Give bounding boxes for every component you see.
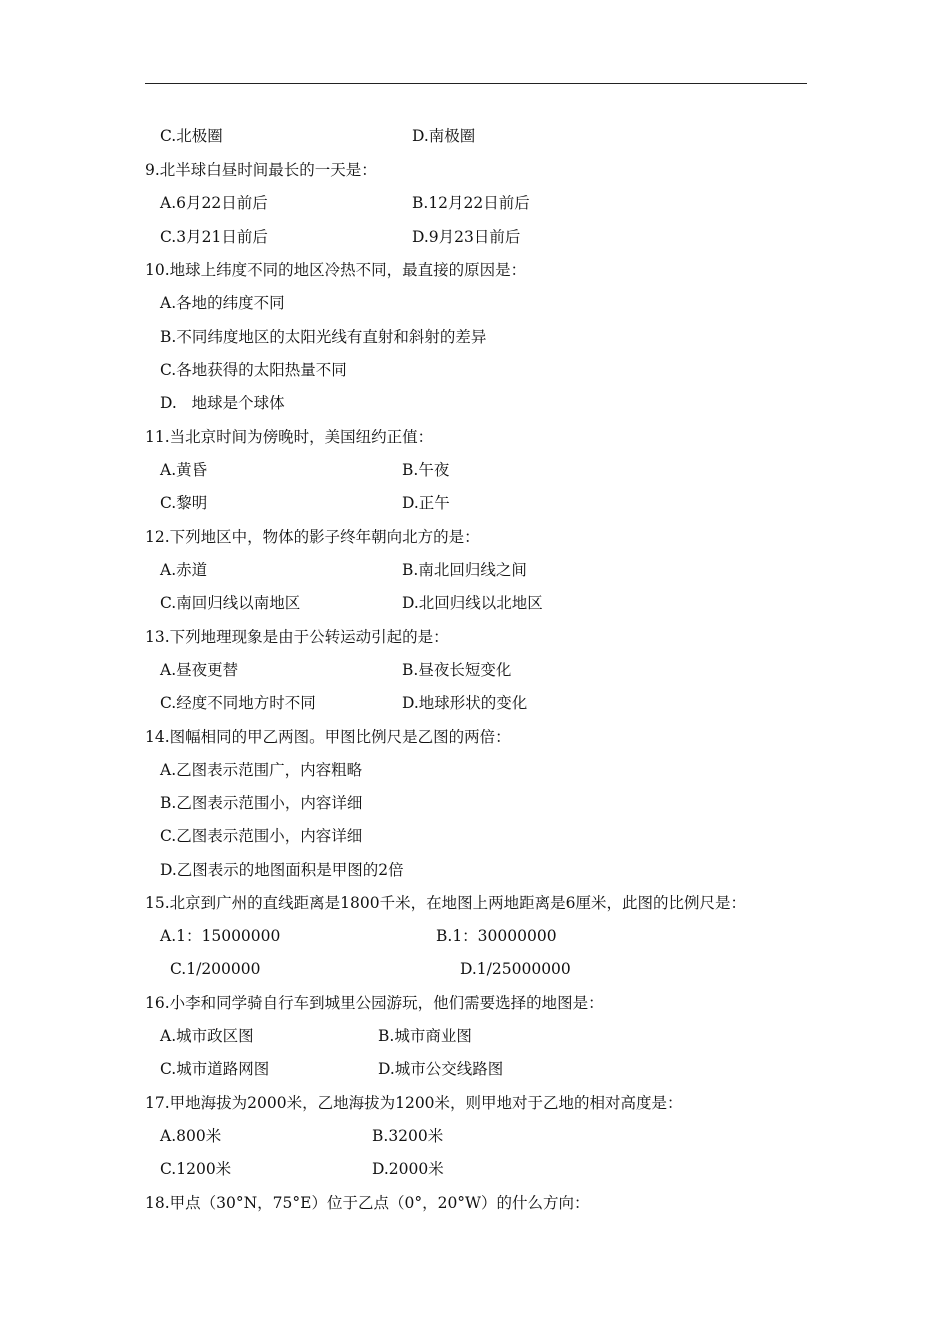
option-c: C.乙图表示范围小，内容详细 [160, 827, 363, 845]
option-b: B.12月22日前后 [412, 194, 530, 212]
question-16: 16.小李和同学骑自行车到城里公园游玩，他们需要选择的地图是： [145, 994, 604, 1012]
option-c: C.3月21日前后 [160, 228, 268, 246]
option-c: C.北极圈 [160, 127, 223, 145]
option-a: A.6月22日前后 [160, 194, 268, 212]
question-12: 12.下列地区中，物体的影子终年朝向北方的是： [145, 528, 480, 546]
option-b: B.昼夜长短变化 [402, 661, 512, 679]
option-c: C.黎明 [160, 494, 208, 512]
question-11: 11.当北京时间为傍晚时，美国纽约正值： [145, 428, 434, 446]
option-d: D.乙图表示的地图面积是甲图的2倍 [160, 861, 404, 879]
option-c: C.1200米 [160, 1160, 232, 1178]
question-15: 15.北京到广州的直线距离是1800千米，在地图上两地距离是6厘米，此图的比例尺是： [145, 894, 746, 912]
option-d: D.1/25000000 [460, 960, 571, 978]
option-d: D.地球形状的变化 [402, 694, 528, 712]
option-d: D.正午 [402, 494, 450, 512]
option-b: B.乙图表示范围小，内容详细 [160, 794, 363, 812]
header-rule [145, 83, 807, 84]
question-10: 10.地球上纬度不同的地区冷热不同，最直接的原因是： [145, 261, 527, 279]
option-a: A.城市政区图 [160, 1027, 254, 1045]
option-a: A.各地的纬度不同 [160, 294, 285, 312]
option-d: D.城市公交线路图 [378, 1060, 504, 1078]
question-9: 9.北半球白昼时间最长的一天是： [145, 161, 377, 179]
option-d: D.2000米 [372, 1160, 444, 1178]
option-a: A.乙图表示范围广，内容粗略 [160, 761, 363, 779]
question-17: 17.甲地海拔为2000米，乙地海拔为1200米，则甲地对于乙地的相对高度是： [145, 1094, 683, 1112]
question-13: 13.下列地理现象是由于公转运动引起的是： [145, 628, 449, 646]
option-c: C.城市道路网图 [160, 1060, 270, 1078]
option-b: B.1：30000000 [436, 927, 557, 945]
option-b: B.3200米 [372, 1127, 444, 1145]
option-a: A.黄昏 [160, 461, 208, 479]
option-d: D. 地球是个球体 [160, 394, 285, 412]
option-c: C.南回归线以南地区 [160, 594, 301, 612]
option-d: D.9月23日前后 [412, 228, 521, 246]
option-a: A.昼夜更替 [160, 661, 239, 679]
option-b: B.不同纬度地区的太阳光线有直射和斜射的差异 [160, 328, 487, 346]
option-b: B.午夜 [402, 461, 450, 479]
option-a: A.1：15000000 [160, 927, 281, 945]
option-a: A.800米 [160, 1127, 222, 1145]
option-b: B.南北回归线之间 [402, 561, 527, 579]
option-c: C.1/200000 [170, 960, 261, 978]
option-c: C.各地获得的太阳热量不同 [160, 361, 347, 379]
question-14: 14.图幅相同的甲乙两图。甲图比例尺是乙图的两倍： [145, 728, 511, 746]
option-c: C.经度不同地方时不同 [160, 694, 316, 712]
question-18: 18.甲点（30°N，75°E）位于乙点（0°，20°W）的什么方向： [145, 1194, 590, 1212]
option-d: D.南极圈 [412, 127, 476, 145]
option-b: B.城市商业图 [378, 1027, 472, 1045]
option-d: D.北回归线以北地区 [402, 594, 543, 612]
option-a: A.赤道 [160, 561, 208, 579]
